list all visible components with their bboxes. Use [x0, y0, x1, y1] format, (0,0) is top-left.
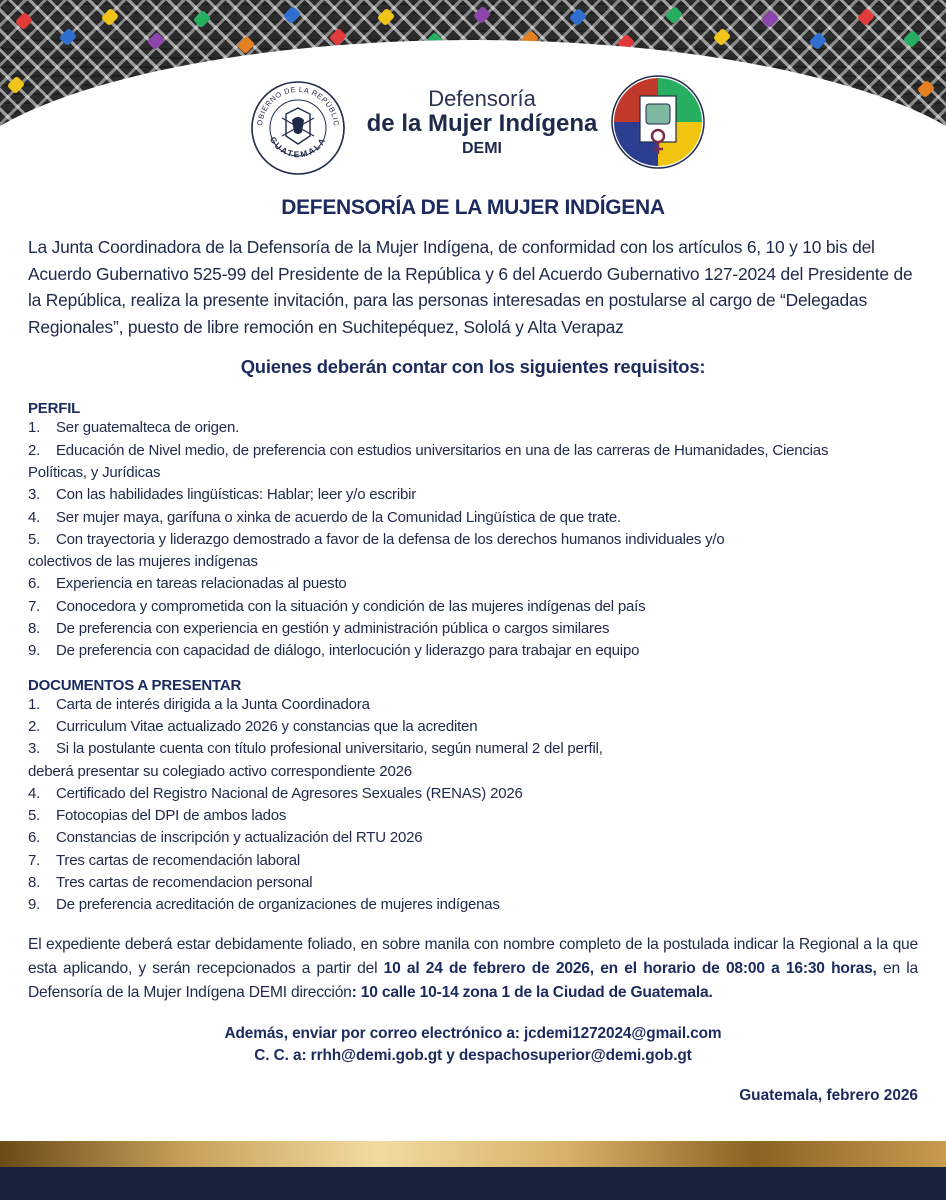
list-item	[28, 618, 918, 640]
requirements-heading: Quienes deberán contar con los siguientes requisitos:	[240, 356, 706, 378]
list-item-number: 6.	[28, 575, 41, 593]
list-item	[28, 738, 918, 760]
list-item	[28, 529, 918, 551]
list-item-text: Educación de Nivel medio, de preferencia con estudios universitarios en una de las carreras de Humanidades, Ciencias	[56, 441, 829, 459]
list-item-number: 1.	[28, 695, 41, 713]
list-item-text: Tres cartas de recomendación laboral	[56, 851, 301, 869]
list-item-number: 5.	[28, 807, 41, 825]
list-item	[28, 596, 918, 618]
list-item-number: 1.	[28, 419, 41, 437]
logo-line-defensoria: Defensoría	[428, 86, 536, 111]
list-item-text: Tres cartas de recomendacion personal	[56, 874, 313, 892]
documents-section-title: DOCUMENTOS A PRESENTAR	[28, 676, 242, 694]
closing-address-bold: : 10 calle 10-14 zona 1 de la Ciudad de Guatemala.	[351, 983, 713, 1001]
list-item	[28, 484, 918, 506]
logo-line-demi: DEMI	[462, 140, 502, 157]
seal-text-top: OBIERNO DE LA REPÚBLIC	[255, 84, 342, 127]
list-item-text: Con las habilidades lingüísticas: Hablar; leer y/o escribir	[56, 486, 417, 504]
list-item-text: Si la postulante cuenta con título profesional universitario, según numeral 2 del perfil,	[56, 740, 603, 758]
list-item-continuation: colectivos de las mujeres indígenas	[28, 553, 258, 571]
list-item	[28, 872, 918, 894]
list-item	[28, 805, 918, 827]
announcement-body	[28, 196, 918, 1105]
list-item-number: 3.	[28, 740, 41, 758]
intro-paragraph: La Junta Coordinadora de la Defensoría de la Mujer Indígena, de conformidad con los artículos 6, 10 y 10 bis del Acuerdo Gubernativo 525-99 del Presidente de la República y 6 del Acuerdo Gubernativo 127-2024 del Presidente de la República, realiza la presente invitación, para las personas interesadas en postularse al cargo de “Delegadas Regionales”, puesto de libre remoción en Suchitepéquez, Sololá y Alta Verapaz	[28, 237, 913, 337]
list-item	[28, 640, 918, 662]
list-item-number: 8.	[28, 874, 41, 892]
coat-of-arms-icon	[282, 108, 314, 144]
list-item	[28, 573, 918, 595]
list-item	[28, 694, 918, 716]
profile-section-title: PERFIL	[28, 400, 81, 418]
list-item-text: Experiencia en tareas relacionadas al puesto	[56, 575, 347, 593]
closing-dates-bold: 10 al 24 de febrero de 2026, en el horario de 08:00 a 16:30 horas,	[383, 959, 877, 977]
list-item-text: Con trayectoria y liderazgo demostrado a favor de la defensa de los derechos humanos individuales y/o	[56, 530, 725, 548]
list-item-number: 8.	[28, 620, 41, 638]
list-item-number: 2.	[28, 441, 41, 459]
list-item-text: Ser mujer maya, garífuna o xinka de acuerdo de la Comunidad Lingüística de que trate.	[56, 508, 622, 526]
navy-footer-bar	[0, 1167, 946, 1200]
list-item	[28, 850, 918, 872]
list-item-text: De preferencia con experiencia en gestión y administración pública o cargos similares	[56, 620, 610, 638]
list-item	[28, 716, 918, 738]
list-item-text: De preferencia con capacidad de diálogo, interlocución y liderazgo para trabajar en equipo	[56, 642, 640, 660]
demi-emblem-logo	[610, 74, 706, 170]
contact-block	[28, 1023, 918, 1067]
list-item	[28, 440, 918, 462]
closing-text-1: El expediente deberá estar debidamente foliado, en sobre manila con nombre completo de la postulada indicar la Regional a la que esta aplicando, y serán recepcionados a partir del	[28, 935, 918, 977]
list-item	[28, 827, 918, 849]
list-item-text: De preferencia acreditación de organizaciones de mujeres indígenas	[56, 896, 500, 914]
government-seal-logo	[248, 78, 348, 178]
list-item-text: Certificado del Registro Nacional de Agresores Sexuales (RENAS) 2026	[56, 784, 523, 802]
list-item-text: Fotocopias del DPI de ambos lados	[56, 807, 287, 825]
list-item-number: 2.	[28, 717, 41, 735]
list-item-text: Curriculum Vitae actualizado 2026 y constancias que la acrediten	[56, 717, 478, 735]
list-item-number: 9.	[28, 642, 41, 660]
list-item-number: 4.	[28, 508, 41, 526]
signoff-date: Guatemala, febrero 2026	[739, 1086, 918, 1104]
closing-paragraph	[28, 933, 918, 1005]
demi-wordmark	[358, 86, 606, 158]
list-item-number: 7.	[28, 597, 41, 615]
gold-footer-stripe	[0, 1141, 946, 1167]
list-item-continuation: Políticas, y Jurídicas	[28, 463, 161, 481]
seal-text-bottom: GUATEMALA	[267, 134, 329, 160]
closing-text-2: en la Defensoría de la Mujer Indígena DEMI dirección	[28, 959, 918, 1001]
contact-email-line: Además, enviar por correo electrónico a: jcdemi1272024@gmail.com	[224, 1024, 722, 1042]
contact-cc-line: C. C. a: rrhh@demi.gob.gt y despachosuperior@demi.gob.gt	[254, 1046, 692, 1064]
list-item-text: Carta de interés dirigida a la Junta Coordinadora	[56, 695, 370, 713]
list-item-continuation: deberá presentar su colegiado activo correspondiente 2026	[28, 762, 412, 780]
list-item-text: Conocedora y comprometida con la situación y condición de las mujeres indígenas del país	[56, 597, 646, 615]
list-item-number: 5.	[28, 530, 41, 548]
list-item	[28, 894, 918, 916]
logo-line-mujer-indigena: de la Mujer Indígena	[366, 110, 598, 137]
svg-text:GUATEMALA	[268, 135, 328, 160]
list-item-number: 3.	[28, 486, 41, 504]
list-item-number: 4.	[28, 784, 41, 802]
documents-list	[28, 694, 918, 917]
list-item-number: 9.	[28, 896, 41, 914]
list-item	[28, 507, 918, 529]
list-item	[28, 783, 918, 805]
list-item-text: Constancias de inscripción y actualización del RTU 2026	[56, 829, 423, 847]
profile-list	[28, 417, 918, 662]
list-item	[28, 417, 918, 439]
list-item-number: 7.	[28, 851, 41, 869]
page-title: DEFENSORÍA DE LA MUJER INDÍGENA	[281, 196, 665, 219]
list-item-text: Ser guatemalteca de origen.	[56, 419, 240, 437]
list-item-number: 6.	[28, 829, 41, 847]
